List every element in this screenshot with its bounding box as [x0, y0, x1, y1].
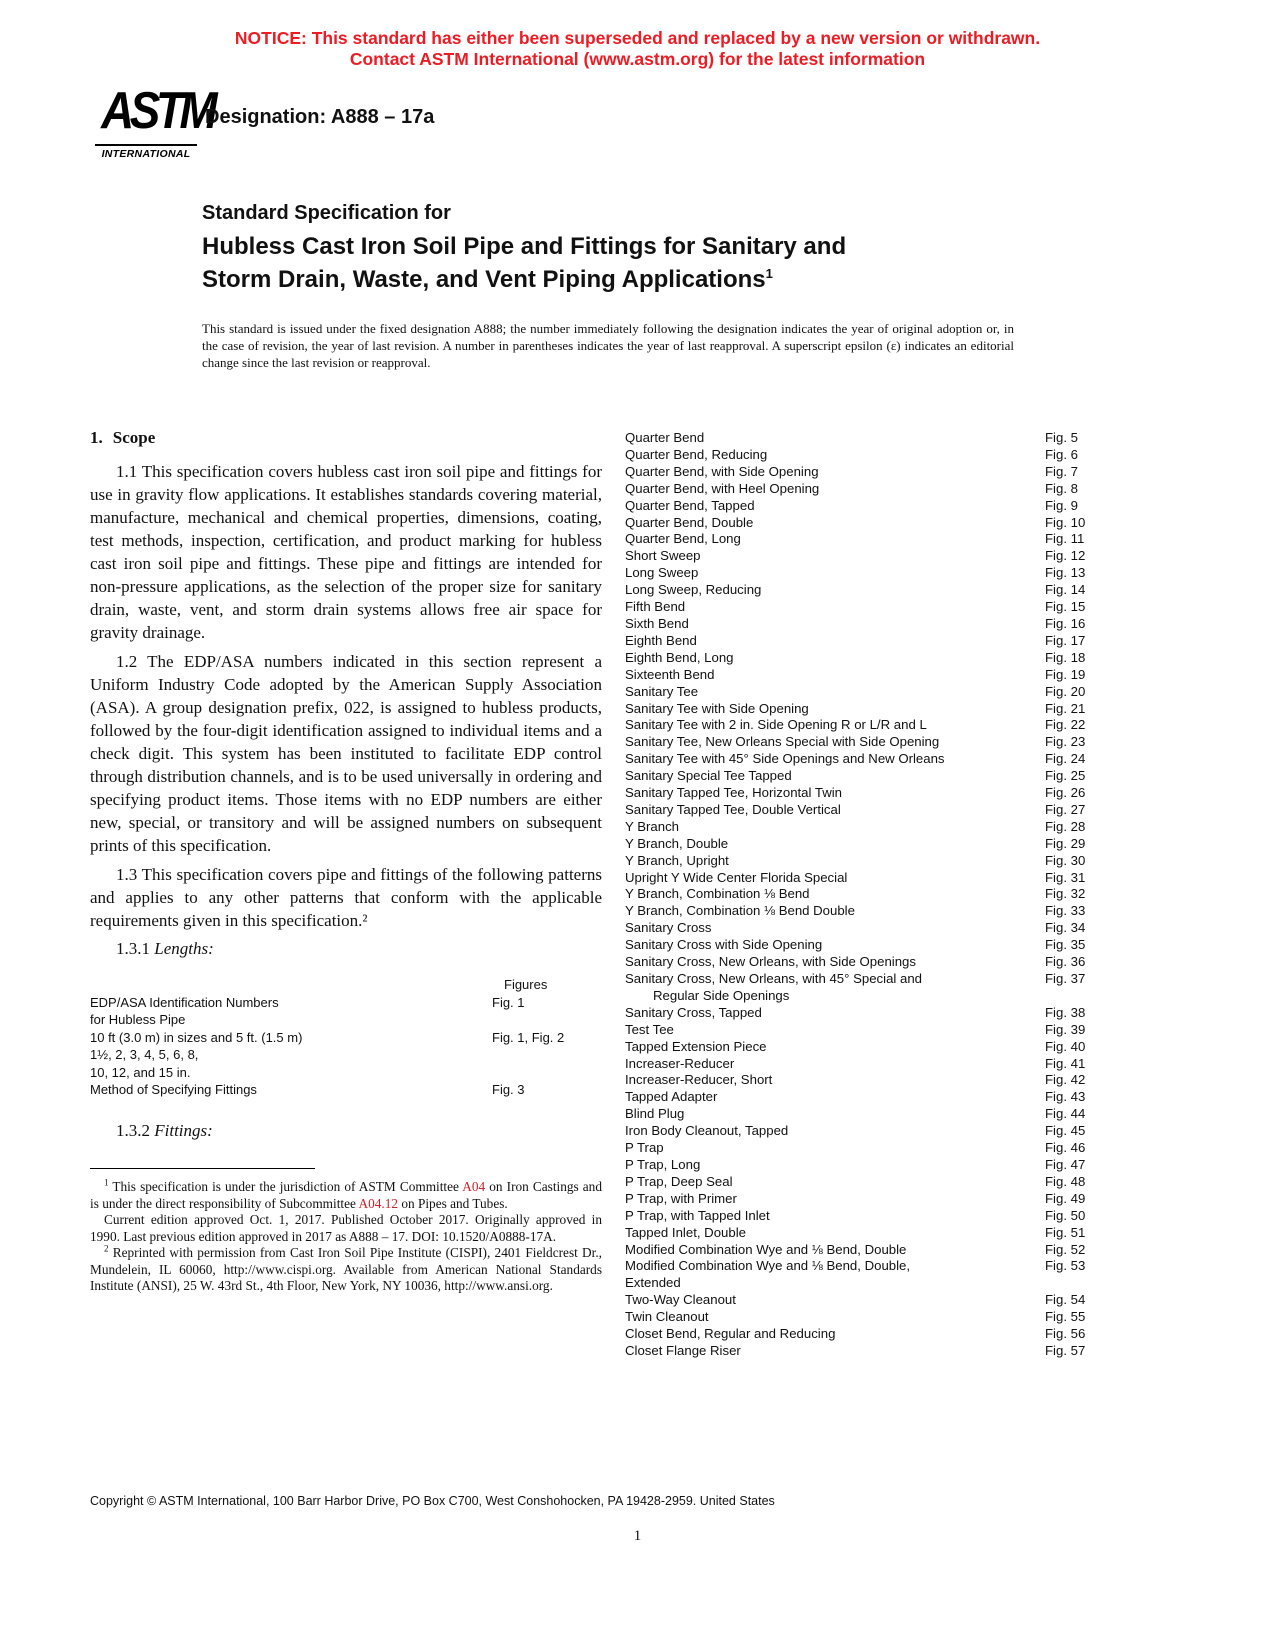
fittings-list-row [625, 802, 1187, 819]
footnote-rule [90, 1168, 315, 1169]
lengths-header-spacer [90, 976, 492, 994]
fitting-figure-ref: Fig. 26 [1045, 785, 1086, 801]
fitting-figure-ref: Fig. 37 [1045, 971, 1086, 986]
lengths-table-row [90, 1046, 602, 1064]
fittings-list-row [625, 616, 1187, 633]
fittings-list-row [625, 1242, 1187, 1259]
fitting-figure-ref: Fig. 19 [1045, 666, 1086, 682]
committee-a04-link[interactable]: A04 [462, 1179, 486, 1194]
fittings-list-row [625, 464, 1187, 481]
fitting-name: Sanitary Cross, New Orleans, with Side Openings [625, 954, 916, 970]
fitting-name: Short Sweep [625, 548, 701, 564]
fittings-list-row [625, 1106, 1187, 1123]
fittings-list-row [625, 515, 1187, 532]
fitting-figure-ref: Fig. 40 [1045, 1038, 1086, 1054]
fitting-name: Increaser-Reducer, Short [625, 1072, 773, 1088]
fittings-list-row [625, 1309, 1187, 1326]
fitting-figure-ref: Fig. 10 [1045, 514, 1086, 530]
fitting-name: Modified Combination Wye and ⅛ Bend, Double [625, 1241, 907, 1257]
paragraph-1-3: 1.3 This specification covers pipe and fittings of the following patterns and applies to any other patterns that conform with the applicable requirements given in this specification.² [90, 865, 602, 930]
fittings-list-row [625, 1174, 1187, 1191]
astm-logo [95, 82, 214, 160]
fitting-figure-ref: Fig. 34 [1045, 920, 1086, 936]
fittings-list-row [625, 1039, 1187, 1056]
lengths-row-figure: Fig. 3 [492, 1082, 525, 1097]
fittings-list-row [625, 1343, 1187, 1360]
fitting-figure-ref: Fig. 46 [1045, 1140, 1086, 1156]
fittings-figure-list [625, 430, 1187, 1360]
fitting-name: Tapped Adapter [625, 1089, 718, 1105]
fittings-list-row [625, 971, 1187, 988]
fittings-list-row [625, 937, 1187, 954]
lengths-row-text: 10, 12, and 15 in. [90, 1064, 191, 1080]
fittings-list-row [625, 582, 1187, 599]
fitting-figure-ref: Fig. 38 [1045, 1004, 1086, 1020]
fitting-figure-ref: Fig. 36 [1045, 954, 1086, 970]
fittings-list-row [625, 1225, 1187, 1242]
fitting-name: Twin Cleanout [625, 1309, 709, 1325]
fitting-figure-ref: Fig. 12 [1045, 548, 1086, 564]
document-title [202, 230, 1032, 296]
subcommittee-a04-12-link[interactable]: A04.12 [358, 1195, 399, 1211]
fitting-name: Sanitary Tee with 2 in. Side Opening R or L/R and L [625, 717, 927, 733]
astm-logo-wordmark: ASTM [101, 82, 214, 140]
fitting-name: Sanitary Cross, Tapped [625, 1004, 762, 1020]
fitting-figure-ref: Fig. 28 [1045, 818, 1086, 834]
lengths-row-figure: Fig. 1, Fig. 2 [492, 1029, 565, 1045]
fitting-name: Sanitary Cross, New Orleans, with 45° Special and [625, 971, 922, 986]
fitting-name: Y Branch, Combination ⅛ Bend [625, 886, 810, 902]
footnote-1 [90, 1179, 602, 1212]
fitting-figure-ref: Fig. 54 [1045, 1292, 1086, 1308]
superseded-notice [0, 28, 1275, 70]
title-kicker: Standard Specification for [202, 202, 451, 224]
fittings-list-row [625, 954, 1187, 971]
title-footnote-ref: 1 [765, 266, 773, 281]
title-line-1: Hubless Cast Iron Soil Pipe and Fittings for Sanitary and [202, 233, 847, 260]
footnote-1-text-mid: on Iron Castings and is under the direct responsibility of Subcommittee [90, 1179, 602, 1211]
lengths-row-text: 10 ft (3.0 m) in sizes and 5 ft. (1.5 m) [90, 1029, 303, 1045]
paragraph-1-2: 1.2 The EDP/ASA numbers indicated in this section represent a Uniform Industry Code adopted by the American Supply Association (ASA). A group designation prefix, 022, is assigned to hubless products, followed by the four-digit identification assigned to individual items and a check digit. This system has been instituted to facilitate EDP control through distribution channels, and is to be used universally in ordering and specifying product items. Those items with no EDP numbers are either new, special, or transitory and will be assigned numbers on subsequent prints of this specification. [90, 652, 602, 855]
astm-logo-subtitle: INTERNATIONAL [95, 144, 197, 160]
fittings-list-row [625, 1005, 1187, 1022]
fittings-list-row [625, 1056, 1187, 1073]
fittings-list-row [625, 1275, 1187, 1292]
fittings-list-row [625, 870, 1187, 887]
fitting-name: Y Branch [625, 818, 680, 834]
fitting-figure-ref: Fig. 6 [1045, 446, 1078, 462]
issue-boilerplate: This standard is issued under the fixed designation A888; the number immediately following the designation indicates the year of original adoption or, in the case of revision, the year of last revision. A number in parentheses indicates the year of last reapproval. A superscript epsilon (ε) indicates an editorial change since the last revision or reapproval. [202, 321, 1014, 370]
lengths-row-text: EDP/ASA Identification Numbers [90, 994, 279, 1010]
fitting-name: Quarter Bend, with Side Opening [625, 463, 819, 479]
fitting-name: Eighth Bend, Long [625, 649, 734, 665]
fitting-figure-ref [1045, 988, 1187, 1005]
fitting-figure-ref: Fig. 16 [1045, 615, 1086, 631]
fitting-name: Regular Side Openings [653, 987, 790, 1003]
fittings-list-row [625, 1022, 1187, 1039]
fitting-figure-ref: Fig. 56 [1045, 1326, 1086, 1342]
footnote-section [90, 1168, 602, 1295]
footnote-1-marker: 1 [104, 1177, 109, 1188]
fittings-list-row [625, 785, 1187, 802]
fittings-list-row [625, 836, 1187, 853]
fitting-figure-ref: Fig. 25 [1045, 768, 1086, 784]
footnote-1-text-pre: This specification is under the jurisdiction of ASTM Committee [108, 1179, 463, 1194]
fittings-list-row [625, 853, 1187, 870]
designation-heading: Designation: A888 – 17a [205, 106, 435, 128]
fitting-figure-ref: Fig. 30 [1045, 852, 1086, 868]
fittings-list-row [625, 565, 1187, 582]
fitting-figure-ref: Fig. 18 [1045, 649, 1086, 665]
fitting-name: P Trap [625, 1140, 664, 1156]
edition-note: Current edition approved Oct. 1, 2017. Published October 2017. Originally approved in 1990. Last previous edition approved in 2017 as A888 – 17. DOI: 10.1520/A0888-17A. [90, 1212, 602, 1244]
fitting-figure-ref: Fig. 7 [1045, 463, 1078, 479]
fitting-figure-ref: Fig. 9 [1045, 497, 1078, 513]
paragraph-1-1: 1.1 This specification covers hubless cast iron soil pipe and fittings for use in gravity flow applications. It establishes standards covering material, manufacture, mechanical and chemical properties, dimensions, coating, test methods, inspection, certification, and product marking for hubless cast iron soil pipe and fittings. These pipe and fittings are intended for non-pressure applications, as the selection of the proper size for sanitary drain, waste, vent, and storm drain systems allows free air space for gravity drainage. [90, 462, 602, 642]
subsection-1-3-1 [90, 937, 602, 960]
lengths-table-row [90, 1011, 602, 1029]
fitting-figure-ref: Fig. 33 [1045, 903, 1086, 919]
fitting-name: Sanitary Tee [625, 683, 699, 699]
fitting-figure-ref: Fig. 57 [1045, 1342, 1086, 1358]
fitting-name: Fifth Bend [625, 599, 686, 615]
subsection-number: 1.3.1 [116, 939, 150, 958]
fittings-list-row [625, 734, 1187, 751]
fitting-name: Upright Y Wide Center Florida Special [625, 869, 848, 885]
fitting-figure-ref: Fig. 42 [1045, 1072, 1086, 1088]
fitting-figure-ref: Fig. 24 [1045, 751, 1086, 767]
fitting-name: Sanitary Tapped Tee, Horizontal Twin [625, 785, 842, 801]
fitting-figure-ref: Fig. 35 [1045, 937, 1086, 953]
lengths-row-text: for Hubless Pipe [90, 1012, 186, 1027]
fittings-list-row [625, 447, 1187, 464]
notice-line-1: NOTICE: This standard has either been superseded and replaced by a new version or withdrawn. [234, 28, 1041, 48]
fitting-name: Sanitary Special Tee Tapped [625, 768, 792, 784]
fitting-name: Quarter Bend, Tapped [625, 497, 755, 513]
fitting-figure-ref: Fig. 55 [1045, 1309, 1086, 1325]
fitting-name: Tapped Extension Piece [625, 1038, 767, 1054]
fitting-name: Blind Plug [625, 1106, 685, 1122]
fittings-list-row [625, 667, 1187, 684]
fitting-figure-ref: Fig. 22 [1045, 717, 1086, 733]
fitting-name: Tapped Inlet, Double [625, 1224, 746, 1240]
fitting-figure-ref: Fig. 45 [1045, 1123, 1086, 1139]
fitting-figure-ref: Fig. 20 [1045, 683, 1086, 699]
fittings-list-row [625, 1157, 1187, 1174]
fitting-figure-ref: Fig. 31 [1045, 869, 1086, 885]
fitting-name: P Trap, Deep Seal [625, 1173, 733, 1189]
lengths-table-body [90, 994, 602, 1099]
fittings-list-row [625, 1258, 1187, 1275]
fitting-figure-ref: Fig. 11 [1045, 531, 1085, 547]
footnote-2-marker: 2 [104, 1243, 109, 1254]
fitting-figure-ref: Fig. 5 [1045, 430, 1078, 445]
fitting-figure-ref: Fig. 44 [1045, 1106, 1086, 1122]
fittings-list-row [625, 1292, 1187, 1309]
section-label: Scope [112, 428, 156, 447]
fitting-figure-ref: Fig. 21 [1045, 700, 1086, 716]
figures-column-header: Figures [504, 977, 548, 992]
footnote-2-text: Reprinted with permission from Cast Iron Soil Pipe Institute (CISPI), 2401 Fieldcrest Dr., Mundelein, IL 60060, http://www.cispi.org. Available from American National Standards Institute (ANSI), 25 W. 43rd St., 4th Floor, New York, NY 10036, http://www.ansi.org. [90, 1245, 602, 1293]
section-heading-scope [90, 428, 602, 448]
fitting-figure-ref: Fig. 49 [1045, 1190, 1086, 1206]
fitting-name: Sixth Bend [625, 615, 689, 631]
fittings-list-row [625, 498, 1187, 515]
fitting-name: Y Branch, Combination ⅛ Bend Double [625, 903, 855, 919]
fitting-figure-ref: Fig. 50 [1045, 1207, 1086, 1223]
fitting-name: Quarter Bend [625, 430, 705, 445]
fitting-figure-ref: Fig. 23 [1045, 734, 1086, 750]
fittings-list-row [625, 903, 1187, 920]
lengths-table [90, 976, 602, 1099]
fitting-name: Quarter Bend, Reducing [625, 446, 768, 462]
fitting-name: Two-Way Cleanout [625, 1292, 736, 1308]
fitting-name: Y Branch, Double [625, 835, 729, 851]
fitting-name: Sixteenth Bend [625, 666, 715, 682]
fitting-figure-ref [1045, 1275, 1187, 1292]
fittings-list-row [625, 430, 1187, 447]
fitting-name: P Trap, with Primer [625, 1190, 737, 1206]
fittings-list-row [625, 1072, 1187, 1089]
page-number: 1 [633, 1528, 642, 1544]
fitting-name: Sanitary Cross [625, 920, 712, 936]
fittings-list-row [625, 481, 1187, 498]
fittings-list-row [625, 751, 1187, 768]
left-column [90, 428, 602, 1142]
fittings-list-row [625, 819, 1187, 836]
fittings-list-row [625, 599, 1187, 616]
lengths-row-text: 1½, 2, 3, 4, 5, 6, 8, [90, 1047, 199, 1062]
notice-line-2: Contact ASTM International (www.astm.org) for the latest information [349, 49, 926, 69]
fitting-name: Test Tee [625, 1021, 674, 1037]
fittings-list-row [625, 988, 1187, 1005]
subsection-label: Fittings: [154, 1120, 213, 1140]
fitting-figure-ref: Fig. 8 [1045, 480, 1078, 496]
fitting-figure-ref: Fig. 52 [1045, 1241, 1086, 1257]
fitting-name: Quarter Bend, with Heel Opening [625, 480, 820, 496]
fitting-name: P Trap, Long [625, 1156, 701, 1172]
fitting-name: Quarter Bend, Double [625, 514, 754, 530]
fitting-name: Y Branch, Upright [625, 852, 729, 868]
fittings-list-row [625, 886, 1187, 903]
fitting-name: Sanitary Cross with Side Opening [625, 937, 823, 953]
fittings-list-row [625, 701, 1187, 718]
fittings-list-row [625, 717, 1187, 734]
fitting-figure-ref: Fig. 51 [1045, 1224, 1086, 1240]
fitting-name: Sanitary Tee, New Orleans Special with Side Opening [625, 734, 940, 750]
fitting-name: Quarter Bend, Long [625, 531, 741, 547]
fittings-list-row [625, 650, 1187, 667]
fittings-list-row [625, 920, 1187, 937]
fitting-figure-ref: Fig. 48 [1045, 1173, 1086, 1189]
lengths-table-header-row [90, 976, 602, 994]
lengths-row-figure [492, 1064, 602, 1082]
fitting-name: Iron Body Cleanout, Tapped [625, 1123, 789, 1139]
lengths-table-row [90, 994, 602, 1012]
fittings-list-row [625, 1089, 1187, 1106]
subsection-number: 1.3.2 [116, 1120, 150, 1140]
lengths-row-figure [492, 1046, 602, 1064]
fitting-name: Closet Bend, Regular and Reducing [625, 1326, 836, 1342]
fittings-list-row [625, 1191, 1187, 1208]
fitting-name: Long Sweep, Reducing [625, 582, 762, 598]
subsection-label: Lengths: [154, 939, 214, 958]
fitting-name: Eighth Bend [625, 632, 697, 648]
fitting-figure-ref: Fig. 29 [1045, 835, 1086, 851]
fitting-name: Sanitary Tee with Side Opening [625, 700, 809, 716]
fittings-list-row [625, 768, 1187, 785]
fitting-name: Extended [625, 1275, 681, 1291]
section-number: 1. [90, 428, 103, 447]
fitting-figure-ref: Fig. 13 [1045, 565, 1086, 581]
fitting-figure-ref: Fig. 43 [1045, 1089, 1086, 1105]
fitting-figure-ref: Fig. 47 [1045, 1156, 1086, 1172]
fitting-name: Closet Flange Riser [625, 1342, 741, 1358]
fittings-list-row [625, 1123, 1187, 1140]
fitting-figure-ref: Fig. 41 [1045, 1055, 1086, 1071]
fitting-name: P Trap, with Tapped Inlet [625, 1207, 770, 1223]
fitting-figure-ref: Fig. 17 [1045, 632, 1086, 648]
lengths-table-row [90, 1029, 602, 1047]
fitting-figure-ref: Fig. 27 [1045, 801, 1086, 817]
fitting-name: Increaser-Reducer [625, 1055, 735, 1071]
lengths-row-figure [492, 1011, 602, 1029]
fitting-name: Long Sweep [625, 565, 699, 581]
lengths-row-figure: Fig. 1 [492, 994, 525, 1010]
fitting-figure-ref: Fig. 32 [1045, 886, 1086, 902]
fittings-list-row [625, 1140, 1187, 1157]
copyright-line: Copyright © ASTM International, 100 Barr Harbor Drive, PO Box C700, West Conshohocken, PA 19428-2959. United States [90, 1494, 775, 1508]
fitting-name: Sanitary Tapped Tee, Double Vertical [625, 801, 841, 817]
fitting-figure-ref: Fig. 14 [1045, 582, 1086, 598]
fittings-list-row [625, 1326, 1187, 1343]
fittings-list-row [625, 1208, 1187, 1225]
fittings-list-row [625, 684, 1187, 701]
fitting-figure-ref: Fig. 15 [1045, 599, 1086, 615]
fittings-list-row [625, 531, 1187, 548]
footnote-2 [90, 1245, 602, 1295]
lengths-table-row [90, 1081, 602, 1099]
fitting-figure-ref: Fig. 39 [1045, 1021, 1086, 1037]
lengths-row-text: Method of Specifying Fittings [90, 1082, 257, 1097]
subsection-1-3-2 [90, 1119, 602, 1142]
fitting-name: Modified Combination Wye and ⅛ Bend, Double, [625, 1258, 911, 1274]
fitting-name: Sanitary Tee with 45° Side Openings and New Orleans [625, 751, 945, 767]
fittings-list-row [625, 548, 1187, 565]
lengths-table-row [90, 1064, 602, 1082]
fitting-figure-ref: Fig. 53 [1045, 1258, 1086, 1274]
footnote-1-text-post: on Pipes and Tubes. [398, 1195, 508, 1211]
fittings-list-row [625, 633, 1187, 650]
title-line-2: Storm Drain, Waste, and Vent Piping Applications [202, 266, 766, 293]
